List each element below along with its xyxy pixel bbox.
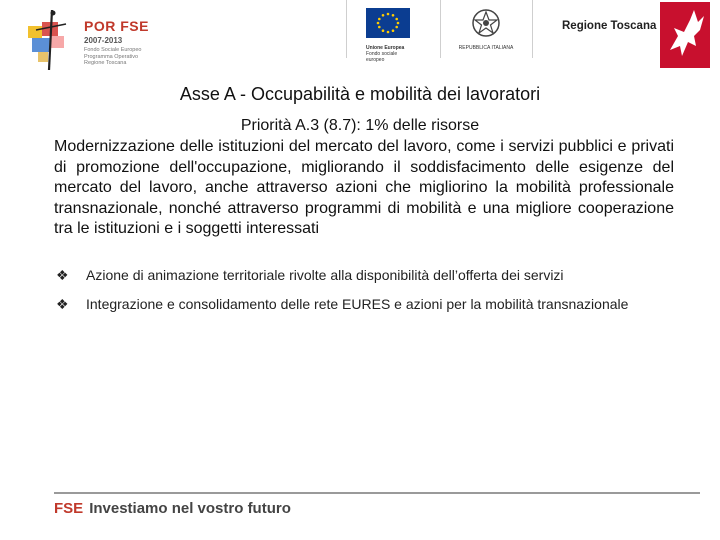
eu-caption-line: Fondo sociale europeo	[366, 51, 398, 63]
list-item-text: Integrazione e consolidamento delle rete EURES e azioni per la mobilità transnazionale	[86, 296, 629, 312]
priority-subtitle: Priorità A.3 (8.7): 1% delle risorse	[240, 117, 480, 134]
pegaso-logo	[660, 2, 710, 68]
regione-toscana-label: Regione Toscana	[562, 20, 657, 32]
footer-slogan	[54, 500, 291, 517]
repubblica-logo-block	[456, 8, 516, 51]
por-line: Programma Operativo	[84, 53, 139, 60]
eu-caption-line: Unione Europea	[366, 45, 405, 51]
body-paragraph: Modernizzazione delle istituzioni del mercato del lavoro, come i servizi pubblici e privati di promozione dell'occupazione, migliorando il soddisfacimento delle esigenze del mercato del lavoro, anche attraverso azioni che migliorino la mobilità professionale transnazionale, nonché attraverso programmi di mobilità e una migliore cooperazione tra le istituzioni e i soggetti interessati	[54, 138, 674, 237]
repubblica-emblem-icon	[471, 8, 501, 38]
eu-flag-icon	[366, 8, 410, 38]
header-bar	[0, 0, 720, 72]
header-divider	[346, 0, 347, 58]
repubblica-caption: REPUBBLICA ITALIANA	[458, 45, 514, 51]
page-title: Asse A - Occupabilità e mobilità dei lavoratori	[179, 84, 541, 104]
por-fse-years: 2007-2013	[84, 36, 123, 45]
footer-fse-label: FSE	[54, 500, 84, 517]
list-item	[56, 295, 676, 314]
footer-divider	[54, 492, 700, 494]
header-divider	[440, 0, 441, 58]
diamond-bullet-icon: ❖	[56, 267, 69, 283]
por-line: Regione Toscana	[84, 60, 127, 66]
por-fse-title: POR FSE	[84, 18, 149, 34]
header-divider	[532, 0, 533, 58]
por-fse-logo	[22, 8, 82, 72]
eu-logo-block	[366, 8, 416, 63]
bullet-list	[56, 266, 676, 324]
footer-slogan-text: Investiamo nel vostro futuro	[89, 500, 291, 517]
list-item-text: Azione di animazione territoriale rivolte alla disponibilità dell’offerta dei servizi	[86, 267, 564, 283]
por-line: Fondo Sociale Europeo	[84, 47, 142, 53]
diamond-bullet-icon: ❖	[56, 296, 69, 312]
list-item	[56, 266, 676, 285]
